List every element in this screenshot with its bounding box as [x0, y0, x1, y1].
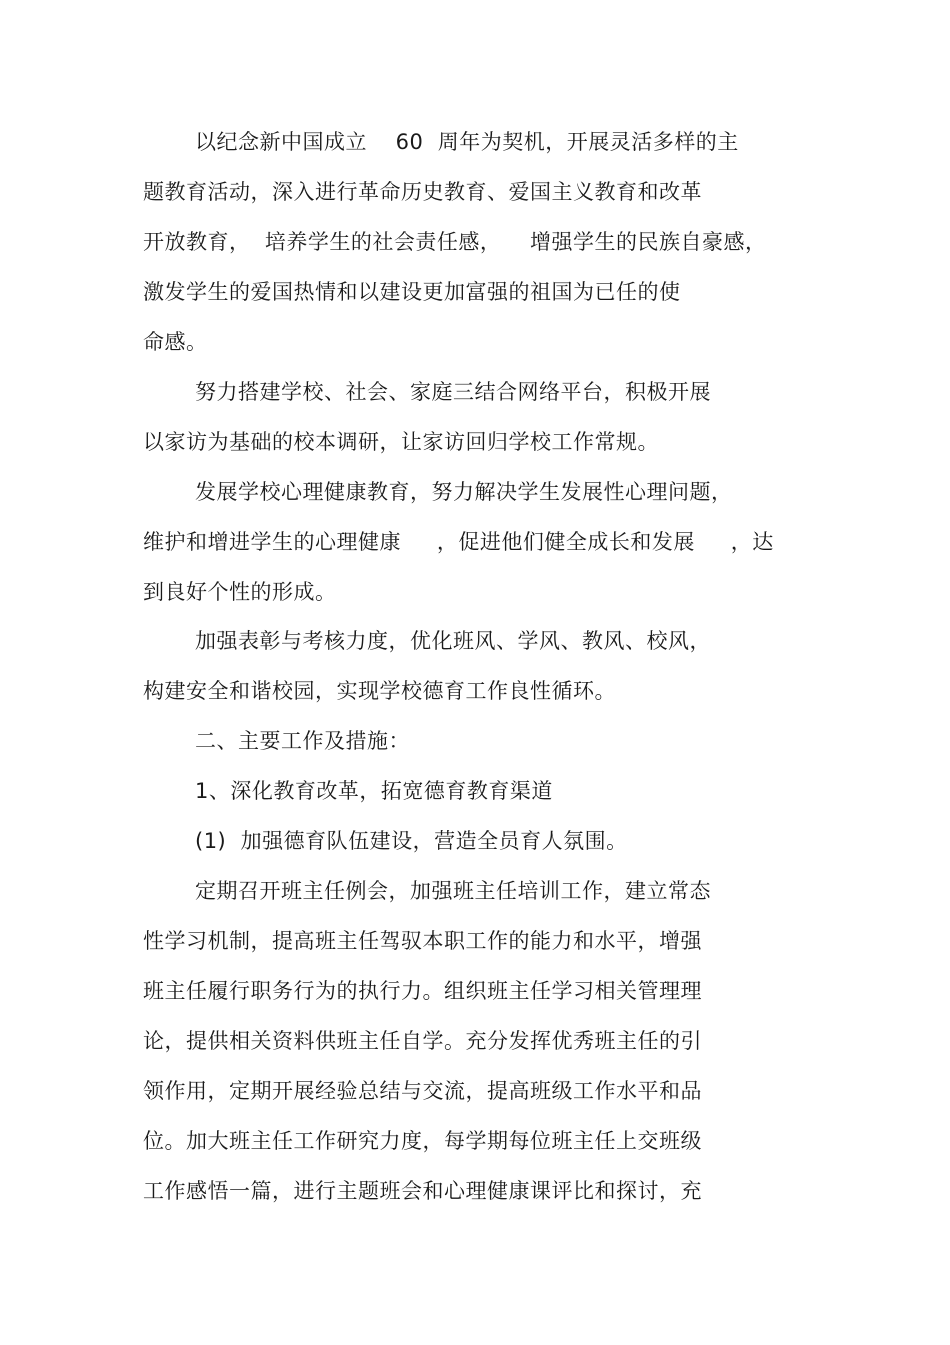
text-line: 命感。	[143, 330, 208, 354]
text-line: 论，提供相关资料供班主任自学。充分发挥优秀班主任的引	[143, 1029, 702, 1053]
text-line: 定期召开班主任例会，加强班主任培训工作，建立常态	[195, 879, 711, 903]
text-line: 以纪念新中国成立 60 周年为契机，开展灵活多样的主	[195, 130, 739, 154]
text-line: 题教育活动，深入进行革命历史教育、爱国主义教育和改革	[143, 180, 702, 204]
text-line: 加强表彰与考核力度，优化班风、学风、教风、校风，	[195, 629, 711, 653]
text-line: 工作感悟一篇，进行主题班会和心理健康课评比和探讨，充	[143, 1179, 702, 1203]
text-line: 发展学校心理健康教育，努力解决学生发展性心理问题，	[195, 480, 733, 504]
text-line: 班主任履行职务行为的执行力。组织班主任学习相关管理理	[143, 979, 702, 1003]
text-line: 位。加大班主任工作研究力度，每学期每位班主任上交班级	[143, 1129, 702, 1153]
text-line: 到良好个性的形成。	[143, 580, 337, 604]
text-line: 激发学生的爱国热情和以建设更加富强的祖国为已任的使	[143, 280, 681, 304]
text-line: 性学习机制，提高班主任驾驭本职工作的能力和水平，增强	[143, 929, 702, 953]
text-line: 构建安全和谐校园，实现学校德育工作良性循环。	[143, 679, 616, 703]
text-line: 维护和增进学生的心理健康 ，促进他们健全成长和发展 ，达	[143, 530, 774, 554]
text-line: 努力搭建学校、社会、家庭三结合网络平台，积极开展	[195, 380, 711, 404]
item-heading: (1) 加强德育队伍建设，营造全员育人氛围。	[195, 829, 628, 853]
subsection-heading: 1、深化教育改革，拓宽德育教育渠道	[195, 779, 553, 803]
section-heading: 二、主要工作及措施：	[195, 729, 410, 753]
text-line: 以家访为基础的校本调研，让家访回归学校工作常规。	[143, 430, 659, 454]
text-line: 领作用，定期开展经验总结与交流，提高班级工作水平和品	[143, 1079, 702, 1103]
text-line: 开放教育， 培养学生的社会责任感， 增强学生的民族自豪感，	[143, 230, 767, 254]
